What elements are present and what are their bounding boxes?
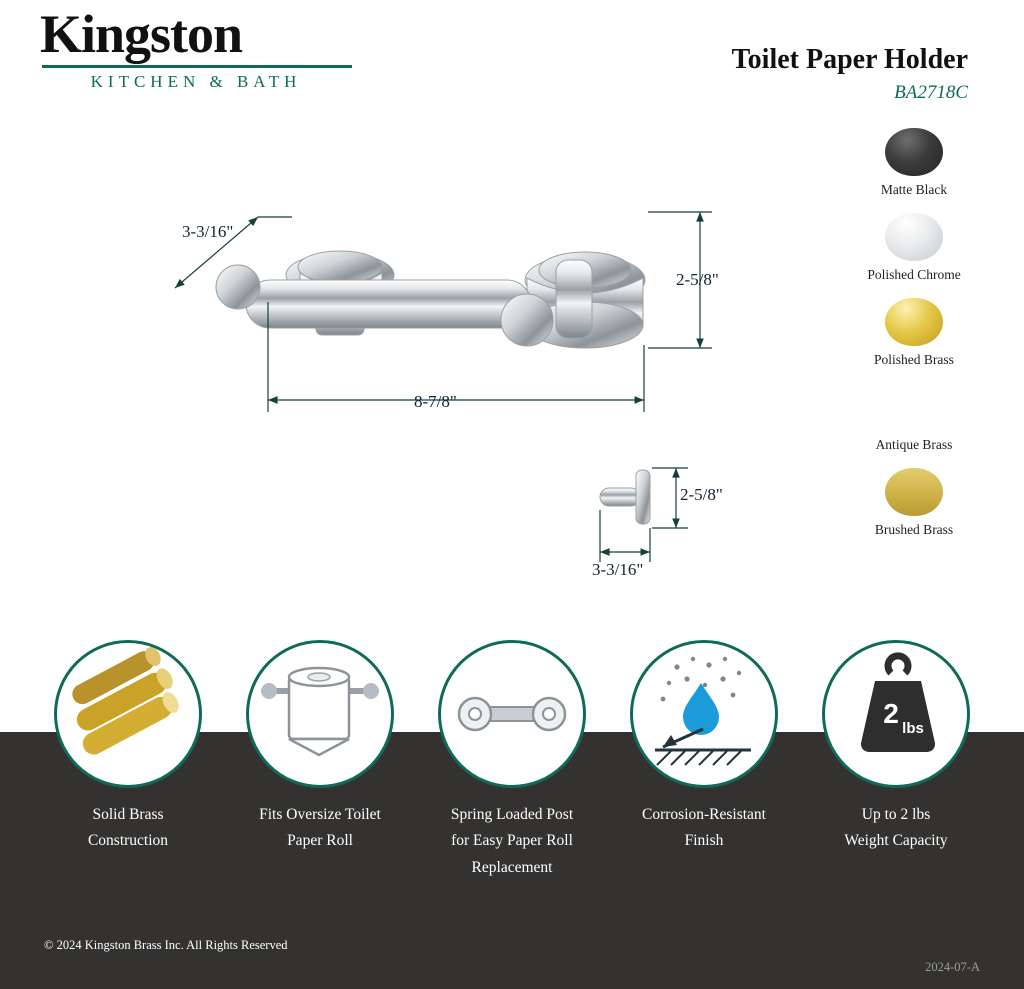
spring-post-icon — [438, 640, 586, 788]
swatch-antique-brass — [885, 383, 943, 431]
water-drop-icon — [630, 640, 778, 788]
finish-option-brushed-brass — [824, 468, 1004, 538]
feature-label: Corrosion-Resistant Finish — [642, 806, 766, 850]
finish-label: Matte Black — [880, 182, 948, 197]
paper-roll-icon — [246, 640, 394, 788]
post-side-view — [600, 470, 650, 524]
brand-tagline: KITCHEN & BATH — [90, 71, 302, 91]
diagram-svg — [0, 170, 820, 600]
feature-solid-brass — [30, 640, 226, 855]
dimension-label-post-height: 2-5/8" — [680, 485, 723, 504]
feature-list — [0, 640, 1024, 880]
revision-date: 2024-07-A — [925, 960, 980, 974]
finish-option-antique-brass — [824, 383, 1004, 453]
weight-icon — [822, 640, 970, 788]
product-diagram — [0, 170, 820, 600]
product-sku: BA2718C — [894, 82, 968, 103]
finish-option-polished-brass — [824, 298, 1004, 368]
feature-label: Solid Brass Construction — [87, 806, 169, 850]
finish-label: Polished Brass — [874, 352, 954, 367]
swatch-polished-brass — [885, 298, 943, 346]
weight-value: 2 — [883, 698, 899, 729]
dimension-label-width: 8-7/8" — [414, 392, 457, 411]
finish-label: Polished Chrome — [867, 267, 961, 282]
title-block — [732, 44, 968, 104]
page-title: Toilet Paper Holder — [731, 44, 968, 75]
dimension-label-post-depth: 3-3/16" — [592, 560, 644, 579]
finish-label: Brushed Brass — [874, 522, 954, 537]
dimension-label-height: 2-5/8" — [676, 270, 719, 289]
brand-logo — [40, 6, 390, 92]
swatch-polished-chrome — [885, 213, 943, 261]
feature-spring-post — [414, 640, 610, 881]
dimension-label-depth: 3-3/16" — [182, 222, 234, 241]
finish-option-matte-black — [824, 128, 1004, 198]
swatch-matte-black — [885, 128, 943, 176]
swatch-brushed-brass — [885, 468, 943, 516]
feature-label: Spring Loaded Post for Easy Paper Roll Replacement — [450, 806, 574, 876]
feature-oversize-roll — [222, 640, 418, 855]
brass-rods-icon — [54, 640, 202, 788]
finish-option-polished-chrome — [824, 213, 1004, 283]
brand-name: Kingston — [40, 4, 243, 64]
feature-corrosion-resistant — [606, 640, 802, 855]
right-post — [556, 260, 592, 338]
feature-label: Up to 2 lbs Weight Capacity — [844, 806, 948, 850]
feature-weight-capacity — [798, 640, 994, 855]
logo-divider — [42, 65, 352, 68]
feature-label: Fits Oversize Toilet Paper Roll — [259, 806, 381, 850]
copyright-text: © 2024 Kingston Brass Inc. All Rights Reserved — [44, 938, 288, 952]
weight-unit: lbs — [902, 720, 924, 737]
finish-list — [824, 128, 1004, 553]
finish-label: Antique Brass — [875, 437, 953, 452]
